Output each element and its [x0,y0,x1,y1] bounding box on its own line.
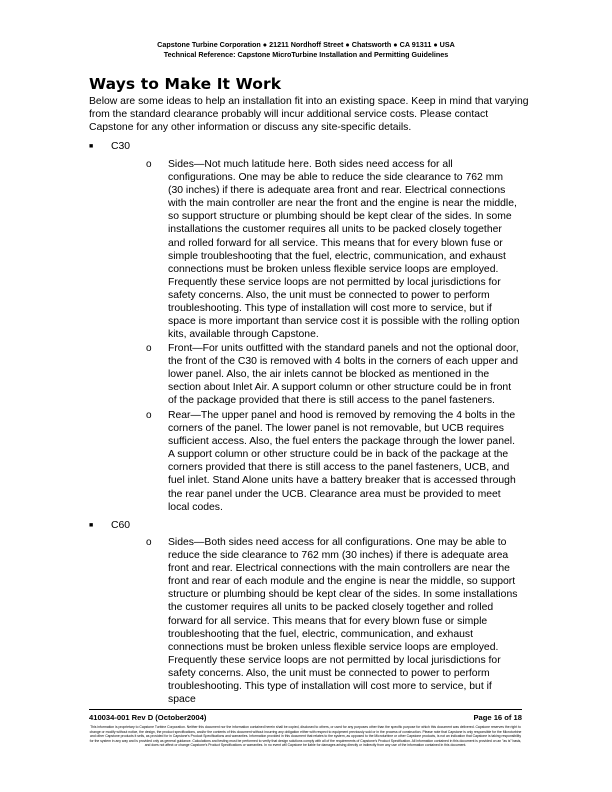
bullet-c60 [89,519,130,532]
circle-bullet-icon: o [146,159,152,170]
bullet-c30 [89,140,130,153]
list-item-c30-front [146,342,520,407]
list-item-text: Sides—Both sides need access for all configurations. One may be able to reduce the side clearance to 762 mm (30 inches) if there is adequate area front and rear. Electrical connections with the main controllers are near the front and rear of each module and the engine is near the middle, so support structure or plumbing should be kept clear of the sides. In some installations the customer requires all units to be packed closely together and rolled forward for all service. This means that for every blown fuse or simple troubleshooting that the fuel, electric, communication, and exhaust connections must be broken unless flexible service loops are employed. Frequently these service loops are not permitted by local jurisdictions for safety concerns. Also, the unit must be connected to power to perform troubleshooting. This type of installation will cost more to service, but if space [168,537,518,706]
circle-bullet-icon: o [146,537,152,548]
circle-bullet-icon: o [146,410,152,421]
list-item-c60-sides [146,536,520,706]
square-bullet-icon: ■ [89,522,94,529]
square-bullet-icon: ■ [89,143,94,150]
document-number: 410034-001 Rev D (October2004) [89,713,207,722]
list-item-c30-sides [146,158,520,341]
header-document-title: Technical Reference: Capstone MicroTurbine Installation and Permitting Guidelines [163,50,449,59]
bullet-label: C60 [111,520,131,531]
legal-disclaimer: This information is proprietary to Capstone Turbine Corporation. Neither this document nor the information contained herein shall be copied, disclosed to others, or used for any purposes other than the specific purpose for which this document was delivered. Capstone reserves the right to change or modify without notice, the design, the product specifications, and/or the contents of this document without incurring any obligation either with respect to equipment previously sold or in the process of construction. Please note that Capstone is only responsible for the Microturbine and other Capstone products it sells, as provided for in Capstone's Product Specifications and warranties. Information provided in this document that relates to the system, as opposed to the Microturbine or other Capstone products, is not an indication that Capstone is taking responsibility for the system in any way and is provided only as general guidance. Calculations and testing must be performed to verify that design solutions comply with all of the requirements of Capstone's Product Specification. All information contained in this document is provided on an "as is" basis, and does not affect or change Capstone's Product Specifications or warranties. In no event will Capstone be liable for damages arising directly or indirectly from any use of the information contained in this document. [89,725,522,747]
circle-bullet-icon: o [146,343,152,354]
list-item-text: Front—For units outfitted with the standard panels and not the optional door, the front of the C30 is removed with 4 bolts in the corners of each upper and lower panel. Also, the air inlets cannot be blocked as mentioned in the section about Inlet Air. A support column or other structure could be in front of the package provided that there is still access to the panel fasteners. [168,343,519,407]
list-item-text: Rear—The upper panel and hood is removed by removing the 4 bolts in the corners of the panel. The lower panel is not removable, but UCB requires sufficient access. Also, the fuel enters the package through the lower panel. A support column or other structure could be in back of the package at the corners provided that there is still access to the panel fasteners, UCB, and fuel inlet. Stand Alone units have a battery breaker that is accessed through the rear panel under the UCB. Clearance area must be provided to meet local codes. [168,410,516,513]
footer-divider [89,709,522,710]
section-title: Ways to Make It Work [89,75,282,93]
bullet-label: C30 [111,141,131,152]
list-item-text: Sides—Not much latitude here. Both sides need access for all configurations. One may be able to reduce the side clearance to 762 mm (30 inches) if there is adequate area front and rear. Electrical connections with the main controller are near the front and the engine is near the middle, so support structure or plumbing should be kept clear of the sides. In some installations the customer requires all units to be packed closely together and rolled forward for all service. This means that for every blown fuse or simple troubleshooting that the fuel, electric, communication, and exhaust connections must be broken unless flexible service loops are employed. Frequently these service loops are not permitted by local jurisdictions for safety concerns. Also, the unit must be connected to power to perform troubleshooting. This type of installation will cost more to service, but if space is more important than service cost it is possible with the rolling option kits, available through Capstone. [168,159,520,341]
header-address: Capstone Turbine Corporation ● 21211 Nordhoff Street ● Chatsworth ● CA 91311 ● USA [157,40,455,49]
intro-paragraph: Below are some ideas to help an installation fit into an existing space. Keep in mind that varying from the standard clearance probably will incur additional service costs. Please contact Capstone for any other information or discuss any site-specific details. [89,96,529,134]
page-number: Page 16 of 18 [473,713,522,722]
page-header [0,40,612,60]
list-item-c30-rear [146,409,520,514]
